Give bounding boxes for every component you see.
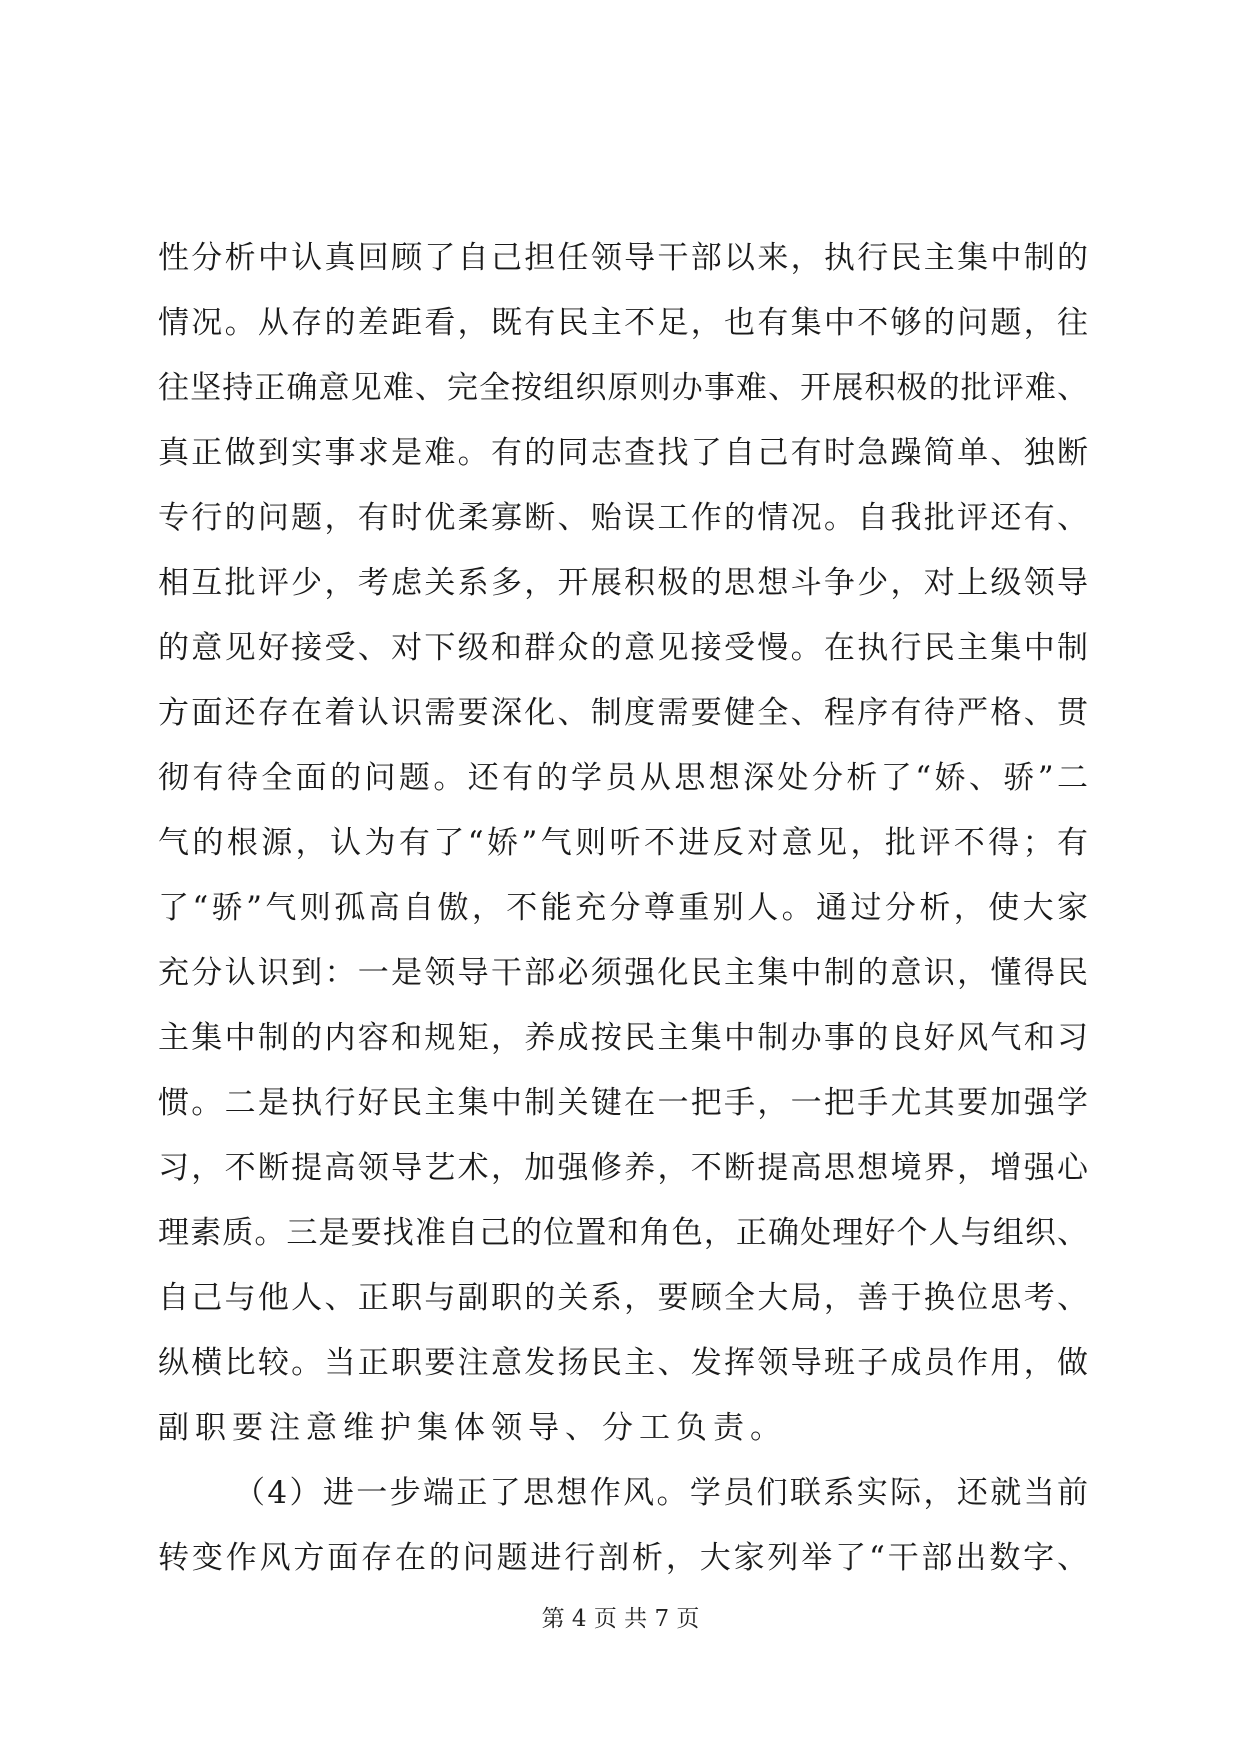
text-line bbox=[158, 1136, 1088, 1201]
text-line-content: 自己与他人、正职与副职的关系，要顾全大局，善于换位思考、 bbox=[158, 1280, 1088, 1316]
text-line-content: 真正做到实事求是难。有的同志查找了自己有时急躁简单、独断 bbox=[158, 435, 1088, 471]
text-line-content: 情况。从存的差距看，既有民主不足，也有集中不够的问题，往 bbox=[158, 305, 1088, 341]
text-line bbox=[158, 1331, 1088, 1396]
paragraph-first-line bbox=[158, 1461, 1088, 1526]
text-line bbox=[158, 356, 1088, 421]
text-line-content: 往坚持正确意见难、完全按组织原则办事难、开展积极的批评难、 bbox=[158, 370, 1088, 406]
text-line bbox=[158, 746, 1088, 811]
text-line bbox=[158, 291, 1088, 356]
text-line bbox=[158, 1526, 1088, 1591]
text-line-content: 纵横比较。当正职要注意发扬民主、发挥领导班子成员作用，做 bbox=[158, 1345, 1088, 1381]
text-line-content: 相互批评少，考虑关系多，开展积极的思想斗争少，对上级领导 bbox=[158, 565, 1088, 601]
text-line-content: 充分认识到：一是领导干部必须强化民主集中制的意识，懂得民 bbox=[158, 955, 1088, 991]
text-line-content: 了“骄”气则孤高自傲，不能充分尊重别人。通过分析，使大家 bbox=[158, 890, 1088, 926]
text-line bbox=[158, 616, 1088, 681]
text-line bbox=[158, 1071, 1088, 1136]
text-line bbox=[158, 941, 1088, 1006]
text-line-content: 性分析中认真回顾了自己担任领导干部以来，执行民主集中制的 bbox=[158, 240, 1088, 276]
page-number-footer: 第 4 页 共 7 页 bbox=[541, 1606, 700, 1632]
text-line-content: 彻有待全面的问题。还有的学员从思想深处分析了“娇、骄”二 bbox=[158, 760, 1088, 796]
text-line-content: 气的根源，认为有了“娇”气则听不进反对意见，批评不得；有 bbox=[158, 825, 1088, 861]
body-text bbox=[158, 226, 1088, 1591]
text-line-content: 习，不断提高领导艺术，加强修养，不断提高思想境界，增强心 bbox=[158, 1150, 1088, 1186]
text-line-content: 副职要注意维护集体领导、分工负责。 bbox=[158, 1410, 787, 1446]
text-line bbox=[158, 1201, 1088, 1266]
text-line bbox=[158, 1266, 1088, 1331]
text-line bbox=[158, 421, 1088, 486]
text-line bbox=[158, 876, 1088, 941]
text-line-content: 方面还存在着认识需要深化、制度需要健全、程序有待严格、贯 bbox=[158, 695, 1088, 731]
text-line-content: 转变作风方面存在的问题进行剖析，大家列举了“干部出数字、 bbox=[158, 1540, 1088, 1576]
text-line bbox=[158, 681, 1088, 746]
text-line-content: 主集中制的内容和规矩，养成按民主集中制办事的良好风气和习 bbox=[158, 1020, 1088, 1056]
text-line-content: 专行的问题，有时优柔寡断、贻误工作的情况。自我批评还有、 bbox=[158, 500, 1088, 536]
text-line bbox=[158, 551, 1088, 616]
text-line bbox=[158, 486, 1088, 551]
paragraph-last-line bbox=[158, 1396, 1088, 1461]
text-line-content: 惯。二是执行好民主集中制关键在一把手，一把手尤其要加强学 bbox=[158, 1085, 1088, 1121]
text-line-content: 的意见好接受、对下级和群众的意见接受慢。在执行民主集中制 bbox=[158, 630, 1088, 666]
text-line-content: 理素质。三是要找准自己的位置和角色，正确处理好个人与组织、 bbox=[158, 1215, 1088, 1251]
text-line bbox=[158, 1006, 1088, 1071]
text-line bbox=[158, 811, 1088, 876]
text-line bbox=[158, 226, 1088, 291]
text-line-content: （4）进一步端正了思想作风。学员们联系实际，还就当前 bbox=[234, 1475, 1088, 1511]
